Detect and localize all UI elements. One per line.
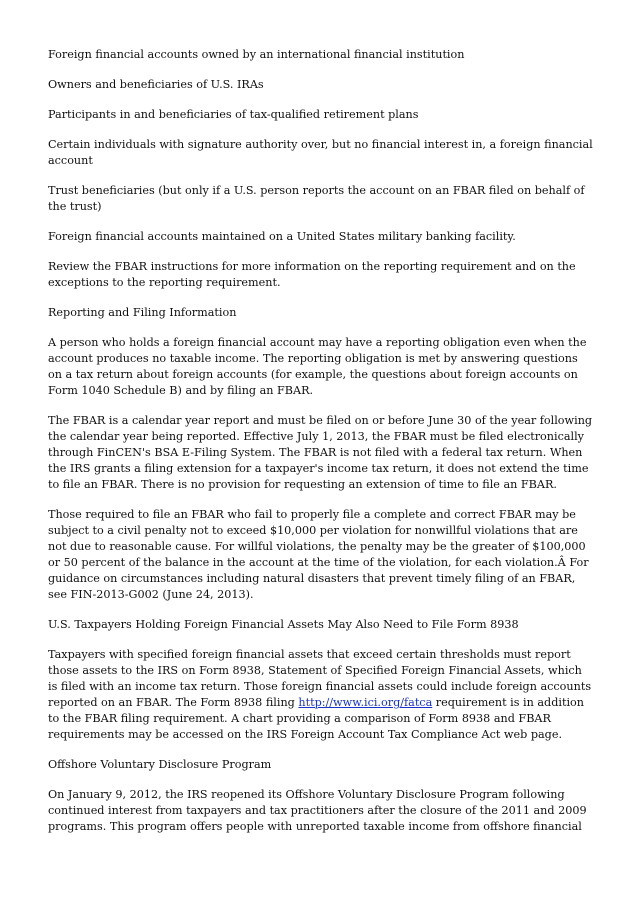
- paragraph: Foreign financial accounts owned by an international financial institution: [48, 48, 465, 61]
- fatca-link[interactable]: http://www.ici.org/fatca: [298, 696, 433, 709]
- paragraph: [48, 647, 594, 743]
- paragraph: Trust beneficiaries (but only if a U.S. person reports the account on an FBAR filed on behalf of the trust): [48, 184, 585, 213]
- paragraph: Participants in and beneficiaries of tax-qualified retirement plans: [48, 108, 419, 121]
- paragraph: The FBAR is a calendar year report and must be filed on or before June 30 of the year following the calendar year being reported. Effective July 1, 2013, the FBAR must be filed electronically through FinCEN's BSA E-Filing System. The FBAR is not filed with a federal tax return. When the IRS grants a filing extension for a taxpayer's income tax return, it does not extend the time to file an FBAR. There is no provision for requesting an extension of time to file an FBAR.: [48, 414, 593, 491]
- section-heading: U.S. Taxpayers Holding Foreign Financial Assets May Also Need to File Form 8938: [48, 618, 519, 631]
- paragraph: Foreign financial accounts maintained on a United States military banking facility.: [48, 230, 516, 243]
- paragraph-text-after-link: requirement is in addition to the FBAR filing requirement. A chart providing a comparison of Form 8938 and FBAR requirements may be accessed on the IRS Foreign Account Tax Compliance Act web page.: [48, 696, 584, 741]
- paragraph: Owners and beneficiaries of U.S. IRAs: [48, 78, 264, 91]
- document-page: [48, 47, 594, 849]
- section-heading: Offshore Voluntary Disclosure Program: [48, 758, 272, 771]
- paragraph: Review the FBAR instructions for more information on the reporting requirement and on the exceptions to the reporting requirement.: [48, 260, 576, 289]
- paragraph: Those required to file an FBAR who fail to properly file a complete and correct FBAR may be subject to a civil penalty not to exceed $10,000 per violation for nonwillful violations that are not due to reasonable cause. For willful violations, the penalty may be the greater of $100,000 or 50 percent of the balance in the account at the time of the violation, for each violation.Â For guidance on circumstances including natural disasters that prevent timely filing of an FBAR, see FIN-2013-G002 (June 24, 2013).: [48, 508, 589, 601]
- paragraph-text-before-link: Taxpayers with specified foreign financial assets that exceed certain thresholds must report those assets to the IRS on Form 8938, Statement of Specified Foreign Financial Assets, which is filed with an income tax return. Those foreign financial assets could include foreign accounts reported on an FBAR. The Form 8938 filing: [48, 648, 592, 709]
- section-heading: Reporting and Filing Information: [48, 306, 237, 319]
- paragraph: On January 9, 2012, the IRS reopened its Offshore Voluntary Disclosure Program following continued interest from taxpayers and tax practitioners after the closure of the 2011 and 2009 programs. This program offers people with unreported taxable income from offshore financial: [48, 788, 587, 833]
- paragraph: Certain individuals with signature authority over, but no financial interest in, a foreign financial account: [48, 138, 593, 167]
- paragraph: A person who holds a foreign financial account may have a reporting obligation even when the account produces no taxable income. The reporting obligation is met by answering questions on a tax return about foreign accounts (for example, the questions about foreign accounts on Form 1040 Schedule B) and by filing an FBAR.: [48, 336, 587, 397]
